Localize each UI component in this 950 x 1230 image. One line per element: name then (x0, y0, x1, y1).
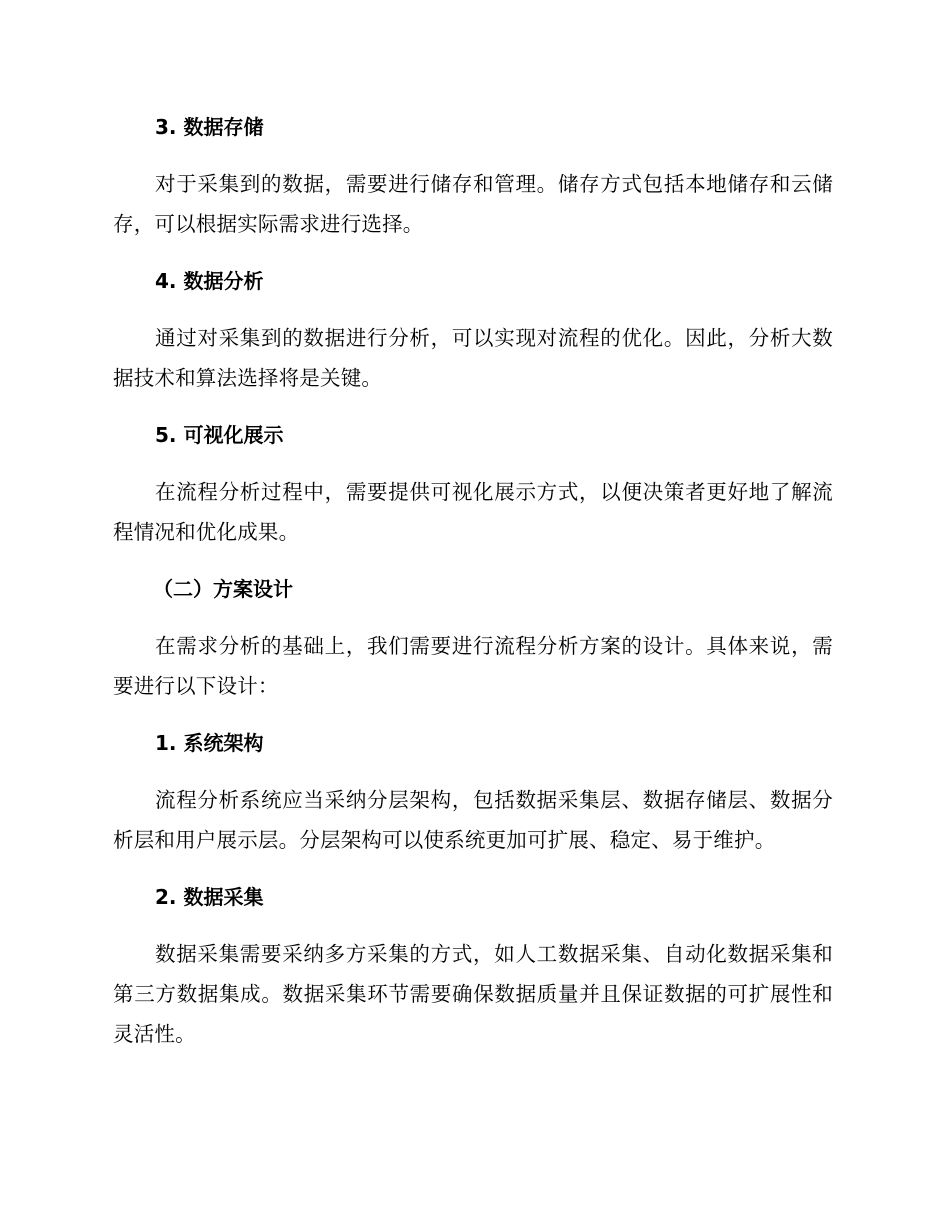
paragraph-data-collection: 数据采集需要采纳多方采集的方式，如人工数据采集、自动化数据采集和第三方数据集成。数据采集环节需要确保数据质量并且保证数据的可扩展性和灵活性。 (113, 942, 833, 1046)
paragraph-solution-design: 在需求分析的基础上，我们需要进行流程分析方案的设计。具体来说，需要进行以下设计： (113, 634, 833, 698)
paragraph-data-storage: 对于采集到的数据，需要进行储存和管理。储存方式包括本地储存和云储存，可以根据实际需求进行选择。 (113, 172, 833, 236)
paragraph-system-architecture: 流程分析系统应当采纳分层架构，包括数据采集层、数据存储层、数据分析层和用户展示层。分层架构可以使系统更加可扩展、稳定、易于维护。 (113, 788, 833, 852)
heading-system-architecture: 1. 系统架构 (155, 731, 264, 755)
paragraph-visualization: 在流程分析过程中，需要提供可视化展示方式，以便决策者更好地了解流程情况和优化成果。 (113, 480, 833, 544)
heading-data-analysis: 4. 数据分析 (155, 269, 264, 293)
paragraph-data-analysis: 通过对采集到的数据进行分析，可以实现对流程的优化。因此，分析大数据技术和算法选择将是关键。 (113, 326, 833, 390)
section-heading-solution-design: （二）方案设计 (153, 577, 293, 601)
heading-data-collection: 2. 数据采集 (155, 885, 264, 909)
heading-visualization: 5. 可视化展示 (155, 423, 284, 447)
heading-data-storage: 3. 数据存储 (155, 115, 264, 139)
document-body (113, 110, 833, 1074)
